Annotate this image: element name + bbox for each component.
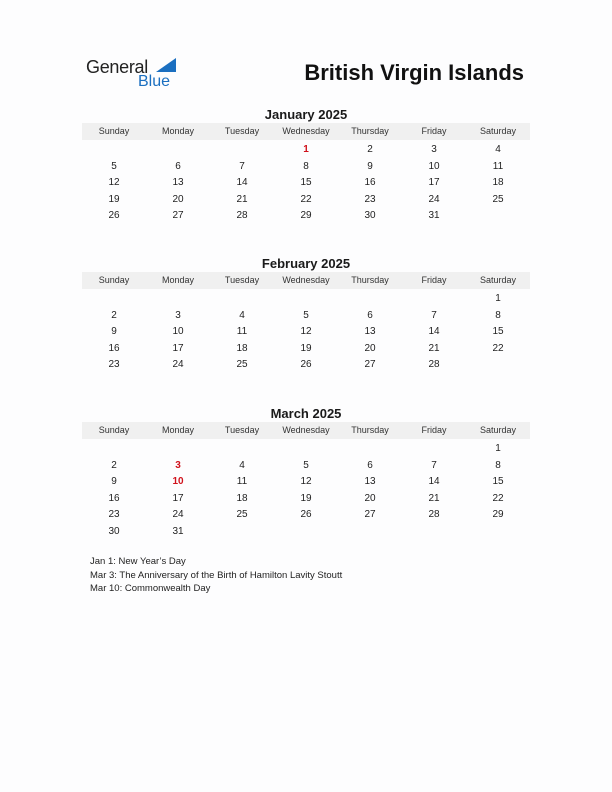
day-cell: 8 (495, 459, 501, 471)
day-cell: 12 (108, 177, 120, 188)
day-cell: 11 (236, 476, 248, 487)
week-row (82, 441, 530, 458)
month-title: January 2025 (264, 107, 348, 122)
week-row (82, 474, 530, 491)
weekday-label: Wednesday (282, 425, 330, 435)
weekday-label: Monday (161, 275, 195, 285)
month-march (82, 406, 530, 540)
day-cell: 30 (108, 525, 120, 537)
day-cell: 20 (364, 492, 376, 504)
weekday-label: Friday (421, 425, 447, 435)
day-cell: 28 (428, 509, 440, 520)
day-cell: 31 (172, 525, 184, 537)
day-cell: 26 (300, 359, 312, 370)
day-cell (82, 441, 146, 458)
day-cell: 2 (111, 309, 117, 321)
day-grid (82, 441, 530, 540)
day-cell (210, 441, 274, 458)
weekday-label: Sunday (98, 275, 130, 285)
week-row (82, 341, 530, 358)
weekday-label: Tuesday (224, 126, 260, 136)
day-cell: 27 (364, 509, 376, 520)
day-cell (146, 142, 210, 159)
day-cell (402, 524, 466, 541)
day-cell: 26 (108, 210, 120, 221)
day-cell: 7 (431, 459, 437, 471)
day-cell: 15 (492, 326, 504, 337)
day-cell: 30 (364, 210, 376, 221)
day-cell (210, 142, 274, 159)
day-cell: 16 (108, 342, 120, 354)
weekday-label: Saturday (479, 275, 517, 285)
day-cell: 12 (300, 326, 312, 337)
logo-general-text: General (86, 57, 148, 77)
day-cell: 18 (236, 342, 248, 354)
day-cell: 25 (492, 193, 504, 205)
day-cell: 13 (364, 476, 376, 487)
day-cell: 2 (111, 459, 117, 471)
day-cell: 26 (300, 509, 312, 520)
day-cell: 20 (364, 342, 376, 354)
day-cell: 21 (428, 342, 440, 354)
day-cell: 14 (236, 177, 248, 188)
day-cell: 19 (300, 492, 312, 504)
weekday-label: Tuesday (224, 425, 260, 435)
weekday-label: Monday (161, 425, 195, 435)
week-row (82, 208, 530, 225)
day-grid (82, 142, 530, 225)
day-cell: 6 (367, 459, 373, 471)
day-cell: 22 (300, 193, 312, 205)
day-cell: 27 (364, 359, 376, 370)
day-cell: 25 (236, 509, 248, 520)
day-cell: 14 (428, 476, 440, 487)
day-cell: 13 (172, 177, 184, 188)
weekday-label: Friday (421, 275, 447, 285)
day-cell: 3 (175, 309, 181, 321)
day-cell: 3 (431, 144, 437, 155)
day-cell: 15 (300, 177, 312, 188)
week-row (82, 175, 530, 192)
day-cell: 1 (495, 443, 501, 454)
day-cell: 24 (428, 193, 440, 205)
day-cell (466, 357, 530, 374)
weekday-label: Saturday (479, 425, 517, 435)
day-cell: 1 (495, 293, 501, 304)
day-cell: 8 (495, 309, 501, 321)
weekday-label: Thursday (351, 275, 389, 285)
day-cell: 8 (303, 160, 309, 172)
month-title: March 2025 (270, 406, 342, 421)
day-cell: 5 (303, 309, 309, 321)
month-january (82, 107, 530, 225)
day-cell: 22 (492, 492, 504, 504)
day-cell (338, 441, 402, 458)
day-cell: 29 (300, 210, 312, 221)
weekday-label: Sunday (98, 425, 130, 435)
weekday-label: Wednesday (282, 275, 330, 285)
day-cell (274, 524, 338, 541)
holiday-note: Mar 3: The Anniversary of the Birth of Hamilton Lavity Stoutt (90, 569, 343, 581)
day-cell: 4 (239, 309, 245, 321)
day-cell: 9 (111, 476, 117, 487)
day-cell: 16 (108, 492, 120, 504)
week-row (82, 357, 530, 374)
day-cell: 5 (111, 160, 117, 172)
weekday-header (82, 123, 530, 140)
day-cell: 22 (492, 342, 504, 354)
day-cell: 23 (108, 359, 120, 370)
day-cell: 19 (300, 342, 312, 354)
day-grid (82, 291, 530, 374)
day-cell (466, 208, 530, 225)
weekday-label: Saturday (479, 126, 517, 136)
day-cell: 1 (303, 144, 309, 155)
holiday-note: Mar 10: Commonwealth Day (90, 583, 211, 594)
country-title: British Virgin Islands (304, 60, 524, 85)
day-cell: 16 (364, 177, 376, 188)
weekday-label: Friday (421, 126, 447, 136)
day-cell: 12 (300, 476, 312, 487)
day-cell (146, 441, 210, 458)
day-cell: 7 (431, 309, 437, 321)
weekday-header (82, 422, 530, 439)
day-cell: 20 (172, 193, 184, 205)
weekday-label: Thursday (351, 126, 389, 136)
day-cell: 6 (175, 160, 181, 172)
weekday-label: Tuesday (224, 275, 260, 285)
week-row (82, 324, 530, 341)
week-row (82, 291, 530, 308)
day-cell: 18 (492, 177, 504, 188)
day-cell: 19 (108, 193, 120, 205)
weekday-label: Wednesday (282, 126, 330, 136)
day-cell: 21 (428, 492, 440, 504)
day-cell: 14 (428, 326, 440, 337)
day-cell (210, 524, 274, 541)
day-cell: 2 (367, 144, 373, 155)
month-february (82, 256, 530, 374)
day-cell: 10 (428, 160, 440, 172)
day-cell: 24 (172, 359, 184, 370)
day-cell: 21 (236, 193, 248, 205)
day-cell: 5 (303, 459, 309, 471)
day-cell: 25 (236, 359, 248, 370)
day-cell: 18 (236, 492, 248, 504)
day-cell: 28 (236, 210, 248, 221)
logo-triangle-icon (156, 58, 176, 72)
holiday-note: Jan 1: New Year’s Day (90, 556, 186, 567)
weekday-label: Thursday (351, 425, 389, 435)
week-row (82, 308, 530, 325)
day-cell: 31 (428, 210, 440, 221)
week-row (82, 159, 530, 176)
day-cell: 29 (492, 509, 504, 520)
day-cell (82, 142, 146, 159)
day-cell: 4 (495, 144, 501, 155)
day-cell: 11 (236, 326, 248, 337)
day-cell: 3 (175, 459, 181, 471)
week-row (82, 458, 530, 475)
day-cell (210, 291, 274, 308)
day-cell: 10 (172, 476, 184, 487)
day-cell (274, 291, 338, 308)
week-row (82, 142, 530, 159)
week-row (82, 192, 530, 209)
day-cell (82, 291, 146, 308)
month-title: February 2025 (261, 256, 351, 271)
day-cell: 28 (428, 359, 440, 370)
day-cell: 23 (364, 193, 376, 205)
day-cell: 23 (108, 509, 120, 520)
day-cell (338, 524, 402, 541)
day-cell (274, 441, 338, 458)
day-cell (146, 291, 210, 308)
day-cell (338, 291, 402, 308)
weekday-label: Monday (161, 126, 195, 136)
week-row (82, 507, 530, 524)
day-cell: 9 (111, 326, 117, 337)
day-cell (466, 524, 530, 541)
weekday-header (82, 272, 530, 289)
day-cell: 11 (492, 160, 504, 172)
day-cell: 7 (239, 160, 245, 172)
holiday-notes (90, 555, 350, 596)
week-row (82, 491, 530, 508)
logo (86, 55, 186, 95)
day-cell: 27 (172, 210, 184, 221)
day-cell: 10 (172, 326, 184, 337)
day-cell: 6 (367, 309, 373, 321)
day-cell: 17 (428, 177, 440, 188)
week-row (82, 524, 530, 541)
day-cell (402, 441, 466, 458)
day-cell: 13 (364, 326, 376, 337)
logo-blue-text: Blue (138, 73, 171, 90)
day-cell: 15 (492, 476, 504, 487)
day-cell: 4 (239, 459, 245, 471)
day-cell: 24 (172, 509, 184, 520)
weekday-label: Sunday (98, 126, 130, 136)
day-cell: 17 (172, 342, 184, 354)
day-cell (402, 291, 466, 308)
day-cell: 9 (367, 160, 373, 172)
day-cell: 17 (172, 492, 184, 504)
